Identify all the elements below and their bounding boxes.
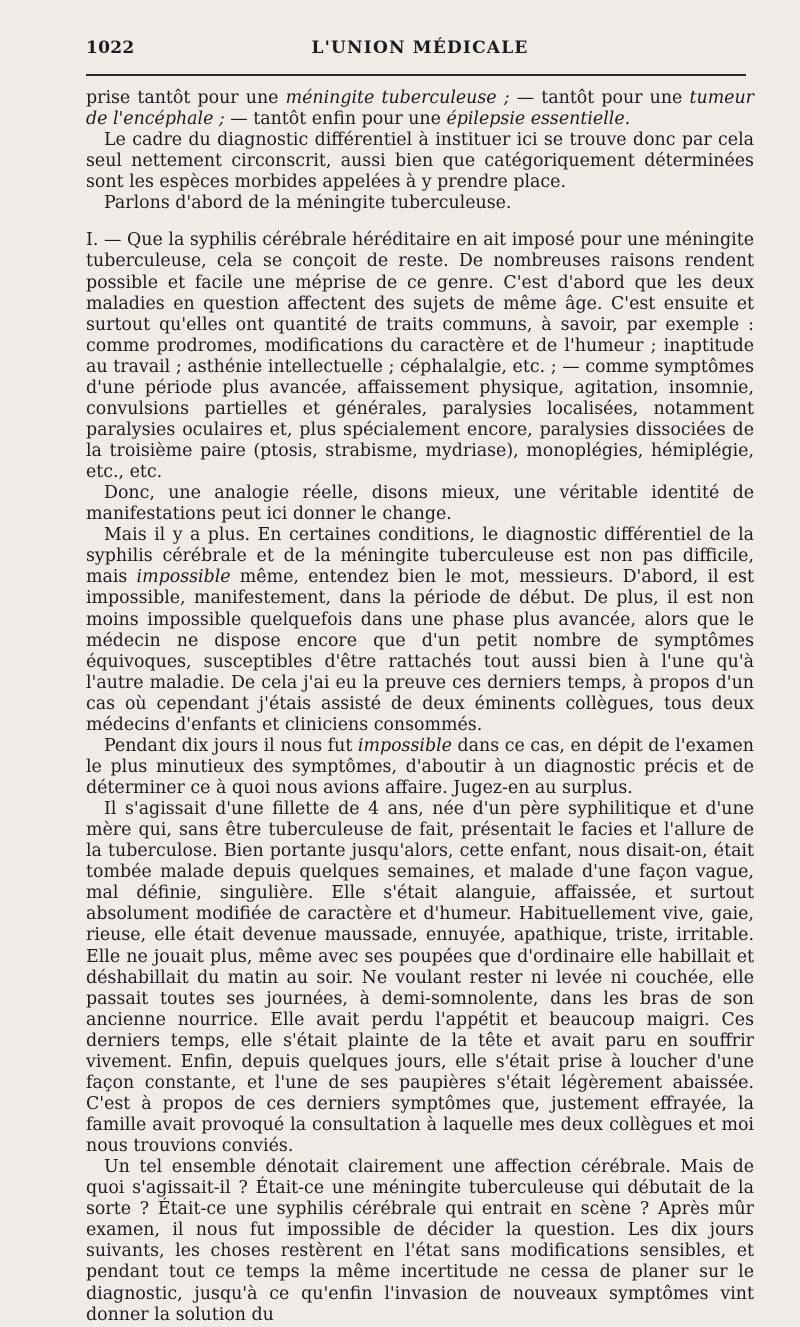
text-run: Parlons d'abord de la méningite tuberculeuse. [104, 193, 512, 214]
paragraph-7 [86, 736, 754, 799]
italic-text: impossible [357, 735, 452, 756]
text-run: Il s'agissait d'une fillette de 4 ans, née d'un père syphilitique et d'une mère qui, sans être tuberculeuse de fait, présentait le facies et l'allure de la tuberculose. Bien portante jusqu'alors, cette enfant, nous disait-on, était tombée malade depuis quelques semaines, et malade d'une façon vague, mal définie, singulière. Elle s'était alanguie, affaissée, et surtout absolument modifiée de caractère et d'humeur. Habituellement vive, gaie, rieuse, elle était devenue maussade, ennuyée, apathique, triste, irritable. Elle ne jouait plus, même avec ses poupées que d'ordinaire elle habillait et déshabillait du matin au soir. Ne voulant rester ni levée ni couchée, elle passait toutes ses journées, à demi-somnolente, dans les bras de son ancienne nourrice. Elle avait perdu l'appétit et beaucoup maigri. Ces derniers temps, elle s'était plainte de la tête et avait paru en souffrir vivement. Enfin, depuis quelques jours, elle s'était prise à loucher d'une façon constante, et l'une de ses paupières s'était légèrement abaissée. C'est à propos de ces derniers symptômes que, justement effrayée, la famille avait provoqué la consultation à laquelle mes deux collègues et moi nous trouvions conviés. [86, 799, 754, 1157]
header-rule [86, 74, 746, 76]
paragraph-6 [86, 525, 754, 736]
text-run: Pendant dix jours il nous fut [104, 735, 358, 756]
text-run: Le cadre du diagnostic différentiel à instituer ici se trouve donc par cela seul nettement circonscrit, aussi bien que catégoriquement déterminées sont les espèces morbides appelées à y prendre place. [86, 130, 754, 193]
text-run: Mais il y a plus. En certaines conditions, le diagnostic différentiel de la syphilis cérébrale et de la méningite tuberculeuse est non pas difficile, mais [86, 525, 754, 588]
text-run: I. — Que la syphilis cérébrale héréditaire en ait imposé pour une méningite tuberculeuse, cela se conçoit de reste. De nombreuses raisons rendent possible et facile une méprise de ce genre. C'est d'abord que les deux maladies en question affectent des sujets de même âge. C'est ensuite et surtout qu'elles ont quantité de traits communs, à savoir, par exemple : comme prodromes, modifications du caractère et de l'humeur ; inaptitude au travail ; asthénie intellectuelle ; céphalalgie, etc. ; — comme symptômes d'une période plus avancée, affaissement physique, agitation, insomnie, convulsions partielles et générales, paralysies localisées, notamment paralysies oculaires et, plus spécialement encore, paralysies dissociées de la troisième paire (ptosis, strabisme, mydriase), monoplégies, hémiplégie, etc., etc. [86, 230, 754, 483]
italic-text: impossible [136, 567, 231, 588]
text-run: même, entendez bien le mot, messieurs. D'abord, il est impossible, manifestement, dans la période de début. De plus, il est non moins impossible quelquefois dans une phase plus avancée, alors que le médecin ne dispose encore que d'un petit nombre de symptômes équivoques, susceptibles d'être rattachés tout aussi bien à l'une qu'à l'autre maladie. De cela j'ai eu la preuve ces derniers temps, à propos d'un cas où cependant j'étais assisté de deux éminents collègues, tous deux médecins d'enfants et cliniciens consommés. [86, 567, 754, 735]
text-run: — tantôt pour une [509, 88, 690, 108]
text-run: Donc, une analogie réelle, disons mieux, une véritable identité de manifestations peut ici donner le change. [86, 483, 754, 525]
section-one-paragraph [86, 230, 754, 483]
paragraph-9 [86, 1157, 754, 1326]
paragraph-3 [86, 193, 754, 214]
italic-text: épilepsie essentielle. [446, 109, 631, 130]
paragraph-8 [86, 799, 754, 1157]
italic-text: méningite tuberculeuse ; [285, 88, 510, 108]
paragraph-1 [86, 88, 754, 130]
text-run: prise tantôt pour une [86, 88, 286, 108]
text-run: dans ce cas, en dépit de l'examen le plus minutieux des symptômes, d'aboutir à un diagnostic précis et de déterminer ce à quoi nous avions affaire. Jugez-en au surplus. [86, 735, 754, 798]
running-header [86, 38, 754, 68]
paragraph-5 [86, 483, 754, 525]
text-run: Un tel ensemble dénotait clairement une affection cérébrale. Mais de quoi s'agissait-il ? Était-ce une méningite tuberculeuse qui débutait de la sorte ? Était-ce une syphilis cérébrale qui entrait en scène ? Après mûr examen, il nous fut impossible de décider la question. Les dix jours suivants, les choses restèrent en l'état sans modifications sensibles, et pendant tout ce temps la même incertitude ne cessa de planer sur le diagnostic, jusqu'à ce qu'enfin l'invasion de nouveaux symptômes vint donner la solution du [86, 1157, 754, 1325]
article-body [86, 88, 754, 1326]
journal-title: L'UNION MÉDICALE [311, 38, 529, 58]
text-run: — tantôt enfin pour une [224, 109, 447, 130]
italic-text: tumeur de l'encéphale ; [86, 88, 754, 130]
paragraph-2 [86, 130, 754, 193]
page-number: 1022 [86, 38, 135, 58]
